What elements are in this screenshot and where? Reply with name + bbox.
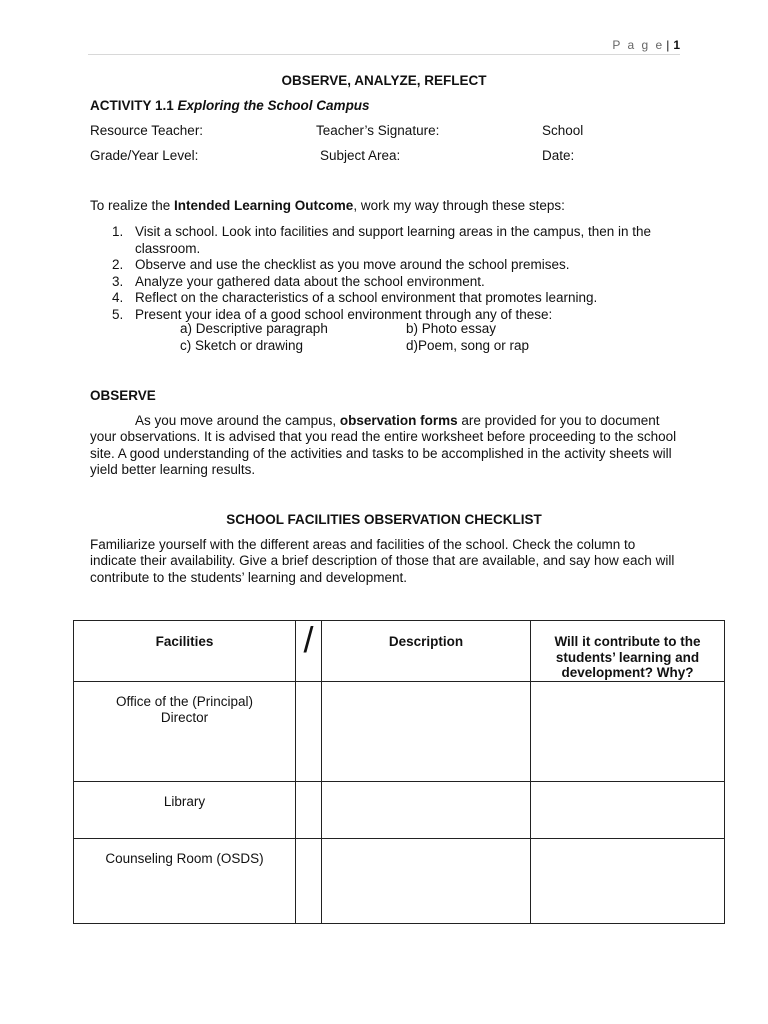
- field-school: School: [542, 123, 584, 138]
- contribution-cell[interactable]: [531, 781, 725, 838]
- option-d: d)Poem, song or rap: [406, 338, 530, 353]
- availability-cell[interactable]: [296, 838, 322, 923]
- list-item: 5. Present your idea of a good school environment through any of these:: [112, 306, 553, 322]
- contribution-cell[interactable]: [531, 681, 725, 781]
- field-resource-teacher: Resource Teacher:: [90, 123, 204, 138]
- field-grade-level: Grade/Year Level:: [90, 148, 199, 163]
- table-header-row: [74, 621, 725, 682]
- field-subject-area: Subject Area:: [320, 148, 401, 163]
- contribution-cell[interactable]: [531, 838, 725, 923]
- field-date: Date:: [542, 148, 575, 163]
- document-title: OBSERVE, ANALYZE, REFLECT: [281, 73, 487, 88]
- activity-subtitle: Exploring the School Campus: [177, 98, 370, 113]
- table-row: [74, 681, 725, 781]
- intro-text: To realize the Intended Learning Outcome, work my way through these steps:: [90, 198, 565, 213]
- facility-name: Counseling Room (OSDS): [74, 838, 296, 923]
- page-header: P a g e | 1: [88, 38, 680, 55]
- activity-heading: [90, 98, 370, 114]
- list-item: 2. Observe and use the checklist as you move around the school premises.: [112, 257, 570, 272]
- column-header-contribute: Will it contribute to the students’ learning and development? Why?: [531, 621, 725, 682]
- list-item: 3. Analyze your gathered data about the school environment.: [112, 273, 485, 289]
- availability-cell[interactable]: [296, 781, 322, 838]
- checklist-instructions: Familiarize yourself with the different areas and facilities of the school. Check the column to indicate their availability. Give a brief description of those that are available, and say how each will contribute to the students’ learning and development.: [90, 537, 675, 585]
- facilities-checklist-table: [73, 620, 725, 924]
- page-label: P a g e: [612, 38, 665, 52]
- observe-heading: OBSERVE: [90, 388, 156, 403]
- steps-list: [90, 224, 690, 323]
- field-teacher-signature: Teacher’s Signature:: [316, 123, 440, 138]
- option-a: a) Descriptive paragraph: [180, 321, 328, 336]
- description-cell[interactable]: [322, 838, 531, 923]
- page-number: 1: [673, 38, 680, 52]
- observe-paragraph: As you move around the campus, observation forms are provided for you to document your observations. It is advised that you read the entire worksheet before proceeding to the school site. A good understanding of the activities and tasks to be accomplished in the activity sheets will yield better learning results.: [90, 413, 677, 477]
- list-item: 1. Visit a school. Look into facilities and support learning areas in the campus, then in the classroom.: [112, 224, 652, 256]
- column-header-description: Description: [322, 621, 531, 682]
- column-header-facilities: Facilities: [74, 621, 296, 682]
- option-c: c) Sketch or drawing: [180, 338, 304, 353]
- column-header-check: /: [296, 621, 322, 682]
- table-row: [74, 781, 725, 838]
- facility-name: Library: [74, 781, 296, 838]
- description-cell[interactable]: [322, 781, 531, 838]
- checklist-heading: SCHOOL FACILITIES OBSERVATION CHECKLIST: [226, 512, 542, 527]
- availability-cell[interactable]: [296, 681, 322, 781]
- table-row: [74, 838, 725, 923]
- facility-name: Office of the (Principal) Director: [74, 681, 296, 781]
- activity-label: ACTIVITY 1.1: [90, 98, 174, 113]
- option-b: b) Photo essay: [406, 321, 497, 336]
- list-item: 4. Reflect on the characteristics of a school environment that promotes learning.: [112, 290, 598, 305]
- description-cell[interactable]: [322, 681, 531, 781]
